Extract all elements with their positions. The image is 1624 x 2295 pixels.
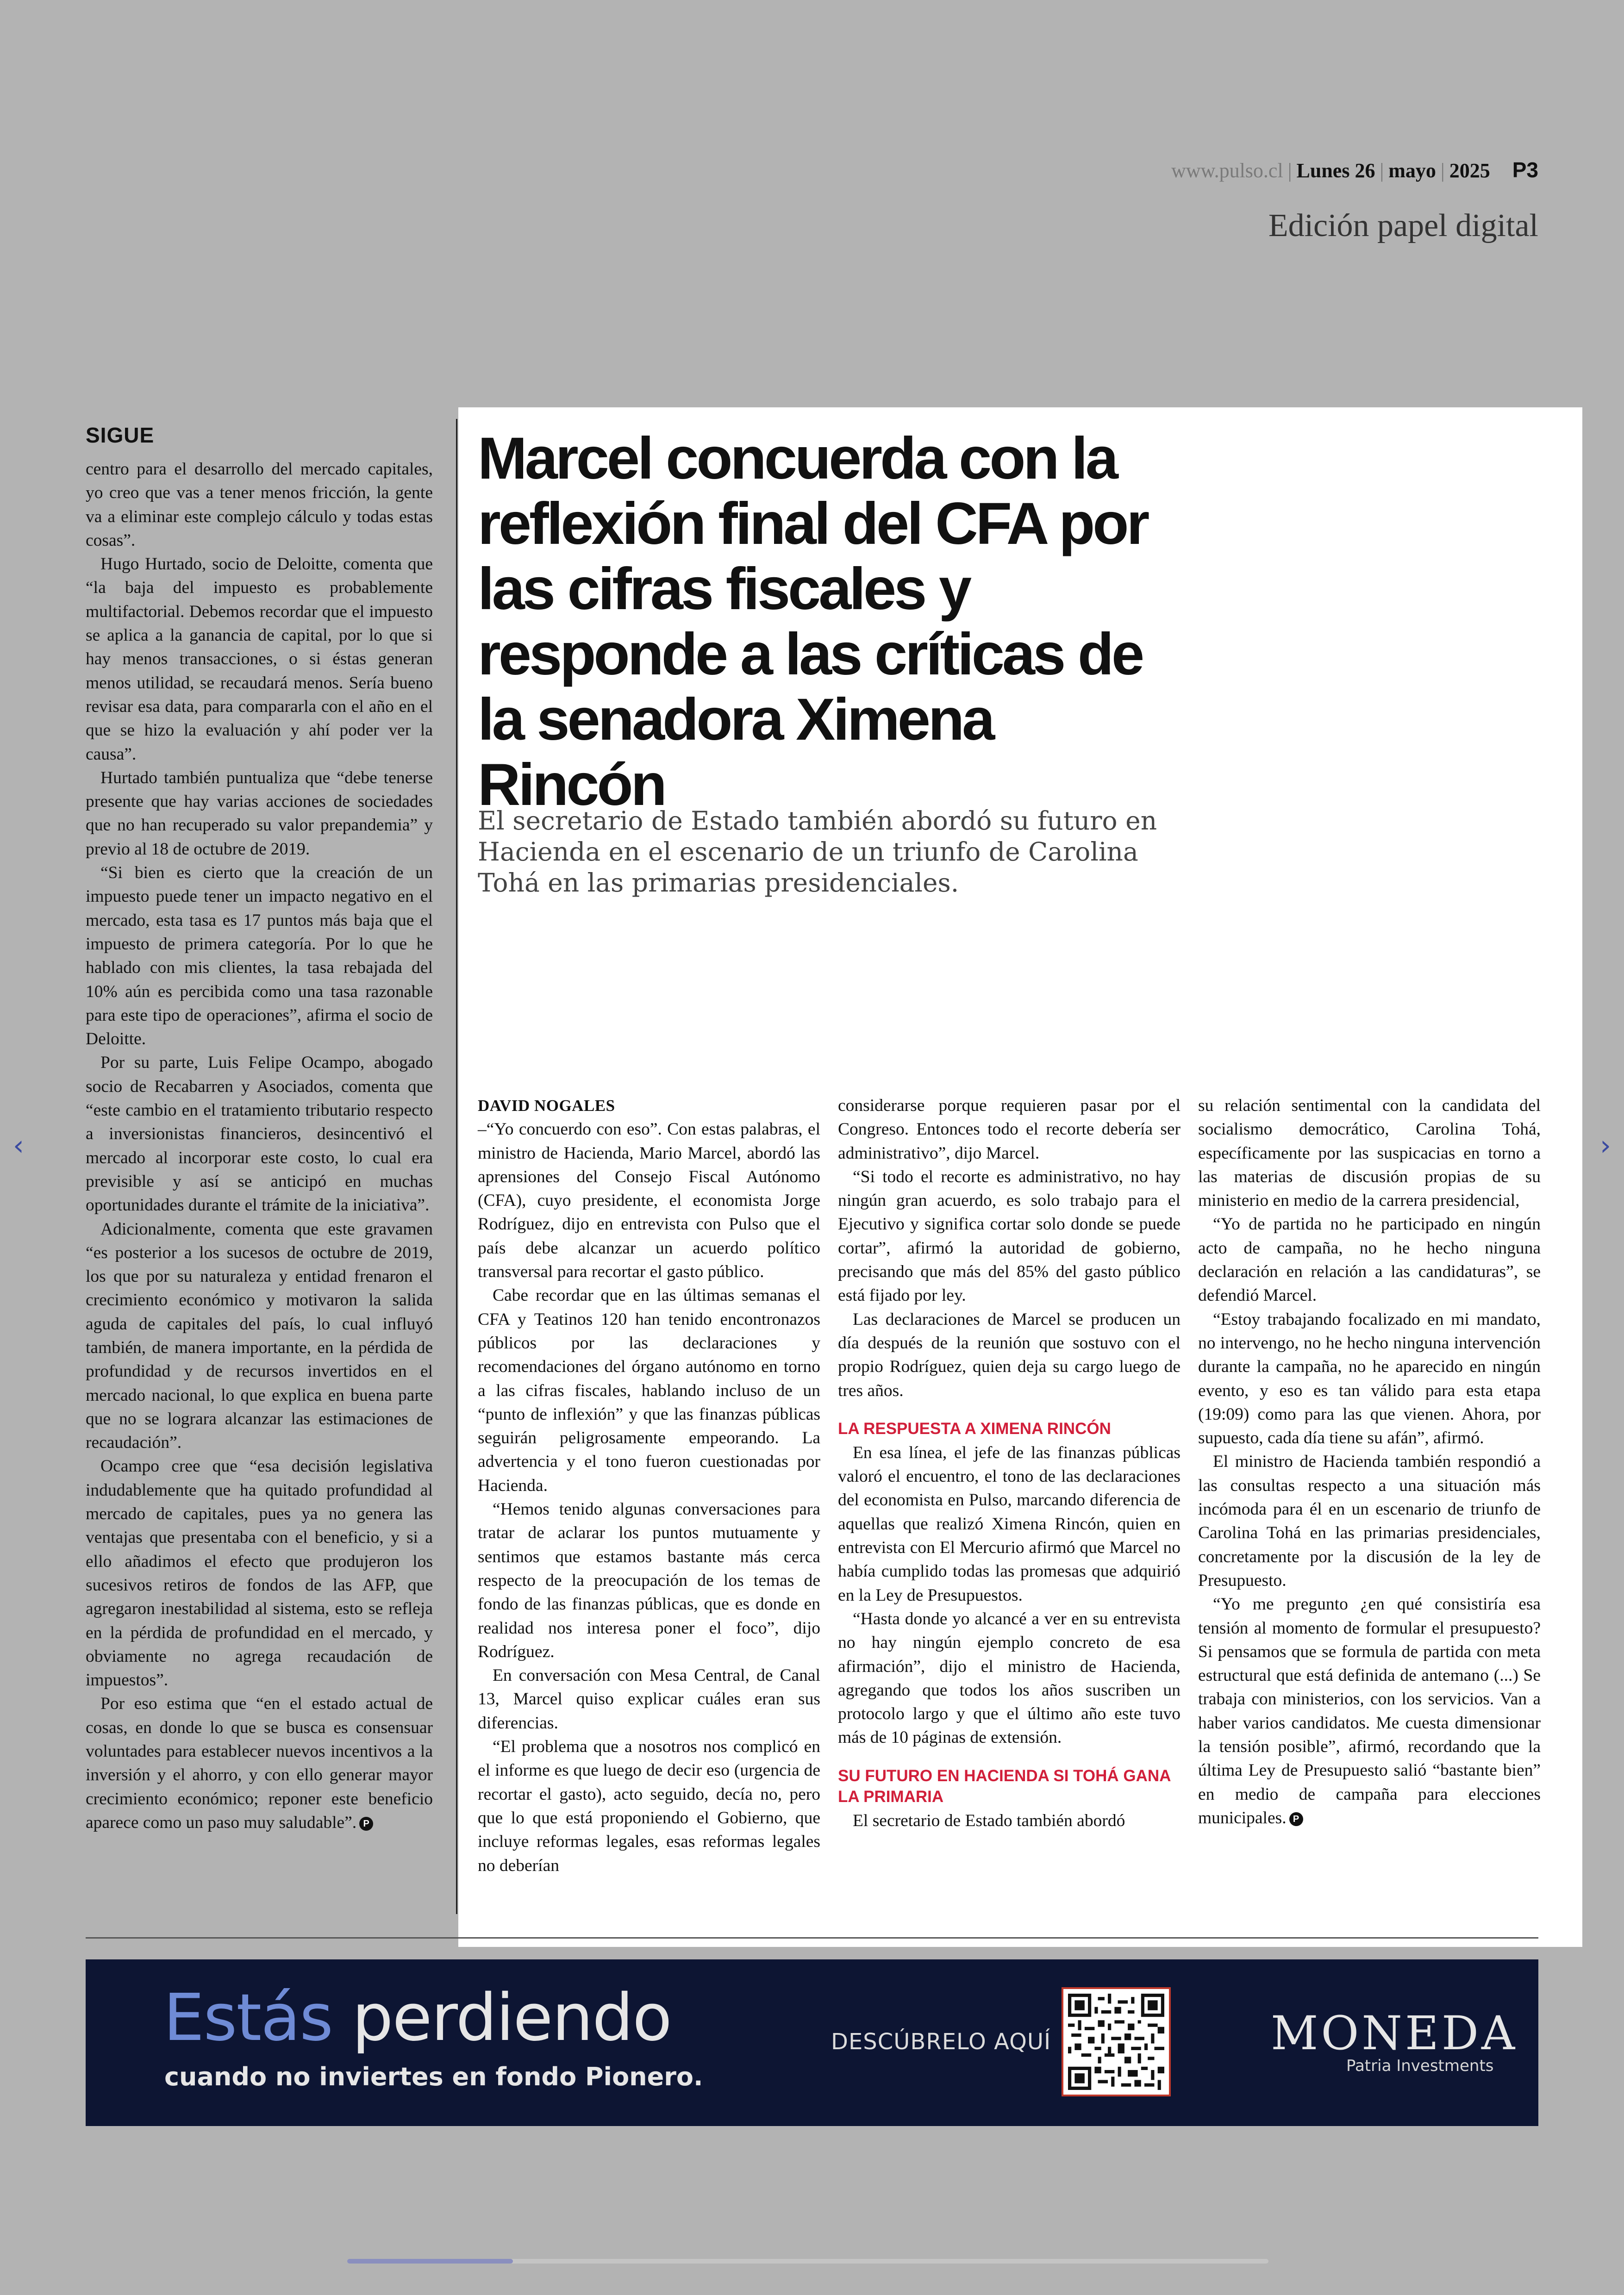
edition-label: Edición papel digital [1268, 208, 1538, 243]
header-separator: | [1440, 159, 1445, 182]
ad-headline [163, 1980, 671, 2056]
page-divider [86, 1937, 1538, 1939]
paragraph: “Si bien es cierto que la creación de un impuesto puede tener un impacto negativo en el mercado, esta tasa es 17 puntos más baja que el impuesto de primera categoría. Por lo que he hablado con mis clientes, la tasa rebajada del 10% aún es percibida como una tasa razonable para este tipo de operaciones”, afirma el socio de Deloitte. [86, 863, 433, 1049]
paragraph: “Yo de partida no he participado en ningún acto de campaña, no he hecho ninguna declaración en relación a las candidaturas”, se defendió Marcel. [1198, 1215, 1541, 1305]
paragraph [1198, 1592, 1541, 1830]
paragraph: centro para el desarrollo del mercado capitales, yo creo que vas a tener menos fricción, la gente va a eliminar este complejo cálculo y todas estas cosas”. [86, 460, 433, 550]
article-column-3 [1198, 1094, 1541, 1830]
article-headline: Marcel concuerda con la reflexión final del CFA por las cifras fiscales y responde a las críticas de la senadora Ximena Rincón [478, 425, 1148, 818]
paragraph: “Hemos tenido algunas conversaciones para tratar de aclarar los puntos mutuamente y sentimos que estamos bastante más cerca respecto de la preocupación de los temas de fondo de las finanzas públicas, que es donde en realidad nos interesa poner el foco”, dijo Rodríguez. [478, 1500, 820, 1661]
next-page-arrow-icon[interactable]: › [1600, 1129, 1611, 1162]
page-header [1171, 157, 1538, 182]
header-separator: | [1287, 159, 1292, 182]
paragraph: –“Yo concuerdo con eso”. Con estas palabras, el ministro de Hacienda, Mario Marcel, abordó las aprensiones del Consejo Fiscal Autónomo (CFA), cuyo presidente, el economista Jorge Rodríguez, dijo en entrevista con Pulso que el país debe alcanzar un acuerdo político transversal para recortar el gasto público. [478, 1120, 820, 1282]
paragraph: El ministro de Hacienda también respondió a las consultas respecto a una situación más incómoda para él en un escenario de triunfo de Carolina Tohá en las primarias presidenciales, concretamente por la discusión de la ley de Presupuesto. [1198, 1452, 1541, 1590]
end-mark-icon: P [1289, 1812, 1303, 1826]
ad-brand-logo: MONEDA [1271, 2006, 1518, 2060]
byline: DAVID NOGALES [478, 1097, 615, 1115]
header-separator: | [1380, 159, 1384, 182]
paragraph [86, 1692, 433, 1834]
page-number: P3 [1512, 158, 1538, 182]
paragraph: Las declaraciones de Marcel se producen un día después de la reunión que sostuvo con el propio Rodríguez, quien deja su cargo luego de tres años. [838, 1310, 1181, 1400]
header-month: mayo [1388, 159, 1436, 182]
page-scrollbar[interactable] [347, 2259, 1268, 2264]
article-deck: El secretario de Estado también abordó su futuro en Hacienda en el escenario de un triunfo de Carolina Tohá en las primarias presidenciales. [478, 806, 1157, 898]
ad-subline: cuando no inviertes en fondo Pionero. [164, 2062, 703, 2091]
paragraph-text: “Yo me pregunto ¿en qué consistiría esa tensión al momento de formular el presupuesto? Si pensamos que se formula de partida con meta estructural que está definida de antemano (...) Se trabaja con ministerios, con los servicios. Van a haber varios candidatos. Me cuesta dimensionar la tensión posible”, afirmó, recordando que la última Ley de Presupuesto salió “bastante bien” en medio de campaña para elecciones municipales. [1198, 1595, 1541, 1827]
paragraph: En esa línea, el jefe de las finanzas públicas valoró el encuentro, el tono de las declaraciones del economista en Pulso, marcando diferencia de aquellas que realizó Ximena Rincón, quien en entrevista con El Mercurio afirmó que Marcel no había cumplido todas las promesas que adquirió en la Ley de Presupuestos. [838, 1443, 1181, 1605]
paragraph: Por su parte, Luis Felipe Ocampo, abogado socio de Recabarren y Asociados, comenta que “este cambio en el tratamiento tributario respecto a inversionistas financieros, desincentivó el mercado al incorporar este costo, lo cual era previsible y así se anticipó en muchas oportunidades durante el trámite de la iniciativa”. [86, 1053, 433, 1215]
article-column-1 [478, 1094, 820, 1877]
paragraph: “Si todo el recorte es administrativo, no hay ningún gran acuerdo, es solo trabajo para el Ejecutivo y significa cortar solo donde se puede cortar”, afirmó la autoridad de gobierno, precisando que más del 85% del gasto público está fijado por ley. [838, 1167, 1181, 1305]
paragraph: “Hasta donde yo alcancé a ver en su entrevista no hay ningún ejemplo concreto de esa afirmación”, dijo el ministro de Hacienda, agregando que todos los años suscriben un protocolo largo y que el último año este tuvo más de 10 páginas de extensión. [838, 1609, 1181, 1747]
site-url[interactable]: www.pulso.cl [1171, 159, 1283, 182]
paragraph: Hurtado también puntualiza que “debe tenerse presente que hay varias acciones de sociedades que no han recuperado su valor prepandemia” y previo al 18 de octubre de 2019. [86, 768, 433, 859]
advertisement-banner[interactable] [86, 1959, 1538, 2126]
paragraph-text: Por eso estima que “en el estado actual de cosas, en donde lo que se busca es consensuar voluntades para establecer nuevos incentivos a la inversión y el ahorro, y con ello generar mayor crecimiento económico; reponer este beneficio aparece como un paso muy saludable”. [86, 1694, 433, 1832]
main-article [458, 407, 1582, 1947]
continued-article-column [86, 421, 433, 1834]
ad-headline-accent: Estás [163, 1980, 333, 2056]
qr-code-graphic [1068, 1994, 1164, 2090]
ad-headline-rest: perdiendo [332, 1980, 671, 2056]
paragraph: Ocampo cree que “esa decisión legislativa indudablemente que ha quitado profundidad al mercado de capitales, pues ya no genera las ventajas que presentaba con el beneficio, y si a ello añadimos el efecto que produjeron los sucesivos retiros de fondos de las AFP, que agregaron inestabilidad al sistema, esto se refleja en la pérdida de profundidad en el mercado, y obviamente no agrega recaudación de impuestos”. [86, 1457, 433, 1690]
end-mark-icon: P [359, 1817, 373, 1831]
paragraph: considerarse porque requieren pasar por el Congreso. Entonces todo el recorte debería ser administrativo”, dijo Marcel. [838, 1096, 1181, 1163]
paragraph: En conversación con Mesa Central, de Canal 13, Marcel quiso explicar cuáles eran sus diferencias. [478, 1666, 820, 1733]
paragraph: El secretario de Estado también abordó [853, 1811, 1125, 1830]
previous-page-arrow-icon[interactable]: ‹ [13, 1129, 24, 1162]
page-scrollbar-thumb[interactable] [347, 2259, 513, 2264]
paragraph: Hugo Hurtado, socio de Deloitte, comenta que “la baja del impuesto es probablemente multifactorial. Debemos recordar que el impuesto se aplica a la ganancia de capital, por lo que si hay menos transacciones, o si éstas generan menos utilidad, se recaudará menos. Sería bueno revisar esa data, para compararla con el año en el que se hizo la evaluación y ahí poder ver la causa”. [86, 555, 433, 764]
qr-code-icon[interactable] [1062, 1987, 1171, 2096]
section-subhead: SU FUTURO EN HACIENDA SI TOHÁ GANA LA PRIMARIA [838, 1766, 1171, 1806]
paragraph: su relación sentimental con la candidata del socialismo democrático, Carolina Tohá, específicamente por las suspicacias en torno a las materias de discusión propias de su ministerio en medio de la carrera presidencial, [1198, 1096, 1541, 1210]
paragraph: Adicionalmente, comenta que este gravamen “es posterior a los sucesos de octubre de 2019, los que por su naturaleza y entidad frenaron el crecimiento económico y motivaron la salida aguda de capitales del país, lo cual influyó también, de manera importante, en la pérdida de profundidad y de recursos invertidos en el mercado nacional, lo que explica en buena parte que no se lograra alcanzar las estimaciones de recaudación”. [86, 1219, 433, 1453]
column-divider [456, 419, 457, 1914]
continued-label: SIGUE [86, 423, 155, 447]
header-year: 2025 [1449, 159, 1490, 182]
ad-brand-subtitle: Patria Investments [1346, 2057, 1494, 2075]
section-subhead: LA RESPUESTA A XIMENA RINCÓN [838, 1419, 1111, 1438]
paragraph: “El problema que a nosotros nos complicó en el informe es que luego de decir eso (urgencia de recortar el gasto), acto seguido, decía no, pero que lo que está proponiendo el Gobierno, que incluye reformas legales, esas reformas legales no deberían [478, 1737, 820, 1875]
article-column-2 [838, 1094, 1181, 1833]
paragraph: “Estoy trabajando focalizado en mi mandato, no intervengo, no he hecho ninguna intervención durante la campaña, no he aparecido en ningún evento, y eso es tan válido para esta etapa (19:09) como para las que vienen. Ahora, por supuesto, cada día tiene su afán”, afirmó. [1198, 1310, 1541, 1448]
header-date: Lunes 26 [1296, 159, 1375, 182]
ad-cta-label[interactable]: DESCÚBRELO AQUÍ [831, 2029, 1051, 2055]
paragraph: Cabe recordar que en las últimas semanas el CFA y Teatinos 120 han tenido encontronazos públicos por las declaraciones y recomendaciones del órgano autónomo en torno a las cifras fiscales, hablando incluso de un “punto de inflexión” y que las finanzas públicas seguirán peligrosamente empeorando. La advertencia y el tono fueron cuestionadas por Hacienda. [478, 1286, 820, 1495]
